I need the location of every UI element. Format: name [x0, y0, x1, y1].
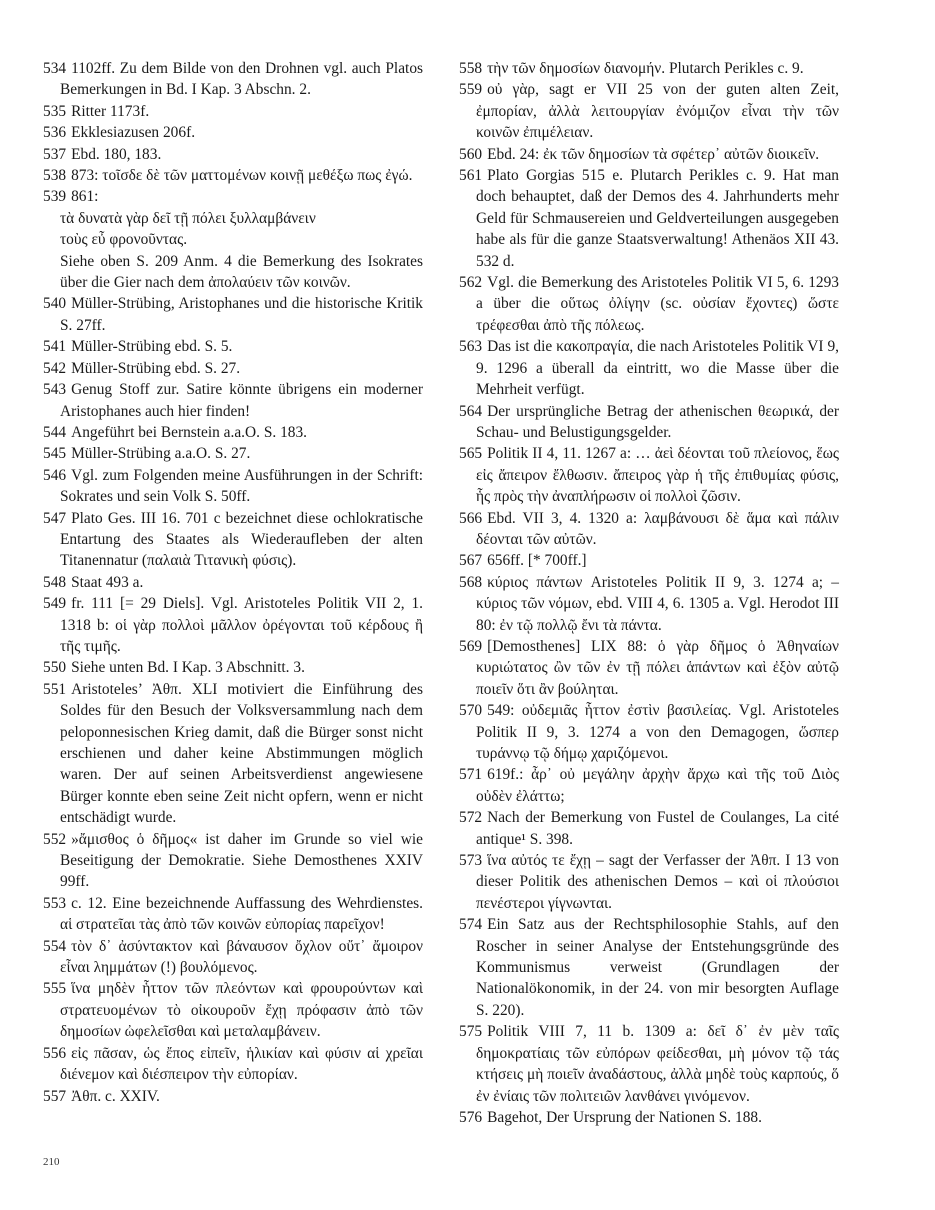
footnote-text: Bagehot, Der Ursprung der Nationen S. 188. — [487, 1108, 762, 1126]
footnote-text: Das ist die κακοπραγία, die nach Aristoteles Politik VI 9, 9. 1296 a überall da eintritt, wo die Masse über die Mehrheit verfügt. — [476, 338, 839, 399]
footnote-number: 559 — [459, 81, 483, 99]
footnote-number: 556 — [43, 1044, 67, 1062]
footnote-text: οὐ γὰρ, sagt er VII 25 von der guten alten Zeit, ἐμπορίαν, ἀλλὰ λειτουργίαν ἐνόμιζον εἶναι τὴν τῶν κοινῶν ἐπιμέλειαν. — [476, 81, 839, 142]
footnote — [459, 79, 839, 143]
footnote — [43, 1086, 423, 1107]
footnote-text: 861: — [71, 188, 99, 206]
footnote-text: κύριος πάντων Aristoteles Politik II 9, 3. 1274 a; – κύριος τῶν νόμων, ebd. VIII 4, 6. 1305 a. Vgl. Herodot III 80: ἐν τῷ πολλῷ ἔνι τὰ πάντα. — [476, 573, 839, 634]
footnote — [43, 379, 423, 422]
footnote-text: Ebd. 24: ἐκ τῶν δημοσίων τὰ σφέτερ᾽ αὐτῶν διοικεῖν. — [487, 145, 820, 163]
footnote — [43, 572, 423, 593]
footnote-number: 541 — [43, 338, 67, 356]
footnote-number: 538 — [43, 167, 67, 185]
footnote-number: 553 — [43, 894, 67, 912]
footnote — [43, 893, 423, 936]
footnote-number: 574 — [459, 916, 483, 934]
footnote — [43, 1043, 423, 1086]
footnote-text: Müller-Strübing, Aristophanes und die historische Kritik S. 27ff. — [60, 295, 423, 334]
footnote — [459, 1107, 839, 1128]
footnote — [459, 700, 839, 764]
footnote — [43, 679, 423, 829]
footnote-text: Ebd. VII 3, 4. 1320 a: λαμβάνουσι δὲ ἅμα καὶ πάλιν δέονται τῶν αὐτῶν. — [476, 509, 839, 548]
footnote — [459, 550, 839, 571]
footnote-text: ἵνα μηδὲν ἧττον τῶν πλεόντων καὶ φρουρούντων καὶ στρατευομένων τὸ οἰκουροῦν ἔχῃ πρόφασιν ἀπὸ τῶν δημοσίων ὠφελεῖσθαι καὶ μεταλαμβάνειν. — [60, 980, 423, 1041]
footnote-text: Siehe oben S. 209 Anm. 4 die Bemerkung des Isokrates über die Gier nach dem ἀπολαύειν τῶν κοινῶν. — [60, 252, 423, 292]
footnote — [459, 144, 839, 165]
footnote — [43, 144, 423, 165]
footnote — [459, 272, 839, 336]
footnote-text: 656ff. [* 700ff.] — [487, 552, 587, 570]
footnote-number: 539 — [43, 188, 67, 206]
footnote-text: Politik VIII 7, 11 b. 1309 a: δεῖ δ᾽ ἐν μὲν ταῖς δημοκρατίαις τῶν εὐπόρων φείδεσθαι, μὴ μόνον τῷ τάς κτήσεις μὴ ποιεῖν ἀναδάστους, ἀλλὰ μηδὲ τοὺς καρπούς, ὅ ἐν ἐνίαις τῶν πολιτειῶν λανθάνει γινόμενον. — [476, 1023, 839, 1105]
footnote-number: 567 — [459, 552, 483, 570]
footnote — [43, 936, 423, 979]
footnote-number: 560 — [459, 145, 483, 163]
footnote-number: 565 — [459, 445, 483, 463]
footnote-number: 540 — [43, 295, 67, 313]
footnote — [459, 764, 839, 807]
footnote-number: 569 — [459, 637, 483, 655]
footnote-text: 873: τοῖσδε δὲ τῶν ματτομένων κοινῇ μεθέξω πως ἐγώ. — [71, 167, 413, 185]
footnote — [459, 914, 839, 1021]
footnote — [43, 336, 423, 357]
footnote-text: Müller-Strübing ebd. S. 5. — [71, 338, 233, 356]
footnote-number: 546 — [43, 466, 67, 484]
footnote — [43, 358, 423, 379]
footnote-number: 535 — [43, 102, 67, 120]
footnote-number: 547 — [43, 509, 67, 527]
footnote — [43, 657, 423, 678]
footnote — [459, 165, 839, 272]
footnote — [43, 829, 423, 893]
footnote-text: Ekklesiazusen 206f. — [71, 124, 196, 142]
footnote-text: Nach der Bemerkung von Fustel de Coulanges, La cité antique¹ S. 398. — [476, 809, 839, 848]
footnote-text: Aristoteles’ Ἀθπ. XLI motiviert die Einführung des Soldes für den Besuch der Volksversammlung nach dem peloponnesischen Krieg damit, daß die Bürger sonst nicht erschienen und daher keine Abstimmungen möglich waren. Der auf seinen Arbeitsverdienst angewiesene Bürger konnte eben seine Zeit nicht opfern, wenn er nicht entschädigt wurde. — [60, 680, 423, 827]
footnote — [43, 122, 423, 143]
footnote-number: 566 — [459, 509, 483, 527]
footnote — [459, 58, 839, 79]
footnote — [43, 293, 423, 336]
footnote — [43, 165, 423, 186]
footnote-number: 555 — [43, 980, 67, 998]
footnote — [43, 422, 423, 443]
footnote-text: Staat 493 a. — [71, 573, 144, 591]
footnote-number: 568 — [459, 573, 483, 591]
footnote-number: 542 — [43, 359, 67, 377]
footnote — [459, 807, 839, 850]
footnote-number: 550 — [43, 659, 67, 677]
footnote — [43, 978, 423, 1042]
footnote — [43, 593, 423, 657]
footnote-text: ἵνα αὐτός τε ἔχῃ – sagt der Verfasser der Ἀθπ. I 13 von dieser Politik des athenischen Demos – καὶ οἱ πλούσιοι πενέστεροι γίγνωνται. — [476, 852, 839, 912]
footnote — [459, 508, 839, 551]
footnote-number: 570 — [459, 702, 483, 720]
footnote-text: »ἄμισθος ὁ δῆμος« ist daher im Grunde so viel wie Beseitigung der Demokratie. Siehe Demosthenes XXIV 99ff. — [60, 830, 423, 891]
footnote-text: c. 12. Eine bezeichnende Auffassung des Wehrdienstes. αἱ στρατεῖαι τὰς ἀπὸ τῶν κοινῶν εὐπορίας παρεῖχον! — [60, 894, 423, 934]
footnote-text: [Demosthenes] LIX 88: ὁ γὰρ δῆμος ὁ Ἀθηναίων κυριώτατος ὢν τῶν ἐν τῇ πόλει ἁπάντων καὶ ἐξὸν αὐτῷ ποιεῖν ὅτι ἂν βούληται. — [476, 637, 839, 698]
footnote-text: Politik II 4, 11. 1267 a: … ἀεὶ δέονται τοῦ πλείονος, ἕως εἰς ἄπειρον ἔλθωσιν. ἄπειρος γὰρ ἡ τῆς ἐπιθυμίας φύσις, ἧς πρὸς τὴν ἀναπλήρωσιν οἱ πολλοὶ ζῶσιν. — [476, 445, 839, 506]
footnote-text: Siehe unten Bd. I Kap. 3 Abschnitt. 3. — [71, 659, 305, 677]
right-column — [459, 58, 839, 1128]
footnote-number: 562 — [459, 274, 483, 292]
footnote-text: Ἀθπ. c. XXIV. — [71, 1087, 160, 1105]
footnote-number: 537 — [43, 145, 67, 163]
footnote — [459, 572, 839, 636]
footnote-text: τὸν δ᾽ ἀσύντακτον καὶ βάναυσον ὄχλον οὔτ᾽ ἄμοιρον εἶναι λημμάτων (!) βουλόμενος. — [60, 937, 423, 977]
footnote-text: Plato Ges. III 16. 701 c bezeichnet diese ochlokratische Entartung des Staates als Wiederaufleben der alten Titanennatur (παλαιὰ Τιτανικὴ φύσις). — [60, 509, 423, 570]
footnote — [43, 186, 423, 293]
footnote-text: Vgl. die Bemerkung des Aristoteles Politik VI 5, 6. 1293 a über die οὕτως ὀλίγην (sc. οὐσίαν ἔχοντες) ὥστε τρέφεσθαι ἀπὸ τῆς πόλεως. — [476, 274, 839, 334]
footnote — [43, 465, 423, 508]
footnote-number: 549 — [43, 595, 67, 613]
footnote-text: 549: οὐδεμιᾶς ἧττον ἐστὶν βασιλείας. Vgl. Aristoteles Politik II 9, 3. 1274 a von den Demagogen, ὥσπερ τυράννῳ τῷ δήμῳ χαριζόμενοι. — [476, 702, 839, 762]
footnote-text: Vgl. zum Folgenden meine Ausführungen in der Schrift: Sokrates und sein Volk S. 50ff. — [60, 466, 423, 506]
footnote-number: 571 — [459, 766, 483, 784]
footnote-number: 576 — [459, 1108, 483, 1126]
footnote-text: τὴν τῶν δημοσίων διανομήν. Plutarch Perikles c. 9. — [487, 60, 804, 77]
footnote-number: 543 — [43, 381, 67, 399]
footnote — [43, 101, 423, 122]
footnote-number: 561 — [459, 167, 483, 185]
footnote-text: Der ursprüngliche Betrag der athenischen θεωρικά, der Schau- und Belustigungsgelder. — [476, 402, 839, 441]
footnote-number: 573 — [459, 852, 483, 870]
footnote-text: εἰς πᾶσαν, ὡς ἔπος εἰπεῖν, ἡλικίαν καὶ φύσιν αἱ χρεῖαι διένεμον καὶ διέσπειρον τὴν εὐπορίαν. — [60, 1044, 423, 1084]
footnote-text: τὰ δυνατὰ γὰρ δεῖ τῇ πόλει ξυλλαμβάνειν — [60, 209, 316, 227]
footnote-number: 572 — [459, 809, 483, 827]
footnote — [459, 636, 839, 700]
footnote-number: 548 — [43, 573, 67, 591]
footnote — [43, 508, 423, 572]
footnote-number: 557 — [43, 1087, 67, 1105]
footnote-text: Plato Gorgias 515 e. Plutarch Perikles c. 9. Hat man doch behauptet, daß der Demos des 4. Jahrhunderts mehr Geld für Schmausereien und Geldverteilungen ausgegeben habe als für die ganze Staatsverwaltung! Athenäos XII 43. 532 d. — [476, 167, 839, 270]
footnote-text: Müller-Strübing ebd. S. 27. — [71, 359, 241, 377]
footnote-text: 1102ff. Zu dem Bilde von den Drohnen vgl. auch Platos Bemerkungen in Bd. I Kap. 3 Abschn. 2. — [60, 60, 423, 99]
footnote — [459, 443, 839, 507]
footnote-number: 552 — [43, 830, 67, 848]
footnote — [459, 1021, 839, 1107]
footnote-text: 619f.: ἆρ᾽ οὐ μεγάλην ἀρχὴν ἄρχω καὶ τῆς τοῦ Διὸς οὐδὲν ἐλάττω; — [476, 766, 839, 805]
footnote-number: 534 — [43, 60, 67, 77]
footnote-text: fr. 111 [= 29 Diels]. Vgl. Aristoteles Politik VII 2, 1. 1318 b: οἱ γὰρ πολλοὶ μᾶλλον ὀρέγονται τοῦ κέρδους ἢ τῆς τιμῆς. — [60, 595, 423, 655]
footnote-number: 563 — [459, 338, 483, 356]
footnote-text: Müller-Strübing a.a.O. S. 27. — [71, 445, 251, 463]
page-number: 210 — [43, 1156, 60, 1168]
footnote-number: 536 — [43, 124, 67, 142]
footnote-number: 575 — [459, 1023, 483, 1041]
footnote-text: τοὺς εὖ φρονοῦντας. — [60, 231, 188, 249]
footnote-number: 558 — [459, 60, 483, 77]
footnote-text: Genug Stoff zur. Satire könnte übrigens ein moderner Aristophanes auch hier finden! — [60, 381, 423, 420]
footnote-text: Ritter 1173f. — [71, 102, 150, 120]
footnote-number: 564 — [459, 402, 483, 420]
footnote — [43, 58, 423, 101]
footnote — [43, 443, 423, 464]
left-column — [43, 58, 423, 1107]
footnote — [459, 850, 839, 914]
footnote-text: Angeführt bei Bernstein a.a.O. S. 183. — [71, 423, 308, 441]
footnote-text: Ein Satz aus der Rechtsphilosophie Stahls, auf den Roscher in seiner Analyse der Entstehungsgründe des Kommunismus verweist (Grundlagen der Nationalökonomik, in der 24. von mir besorgten Auflage S. 220). — [476, 916, 839, 1019]
footnote-number: 554 — [43, 937, 67, 955]
footnote-number: 544 — [43, 423, 67, 441]
footnote — [459, 401, 839, 444]
footnote-text: Ebd. 180, 183. — [71, 145, 162, 163]
footnote — [459, 336, 839, 400]
footnote-number: 545 — [43, 445, 67, 463]
footnote-number: 551 — [43, 680, 67, 698]
